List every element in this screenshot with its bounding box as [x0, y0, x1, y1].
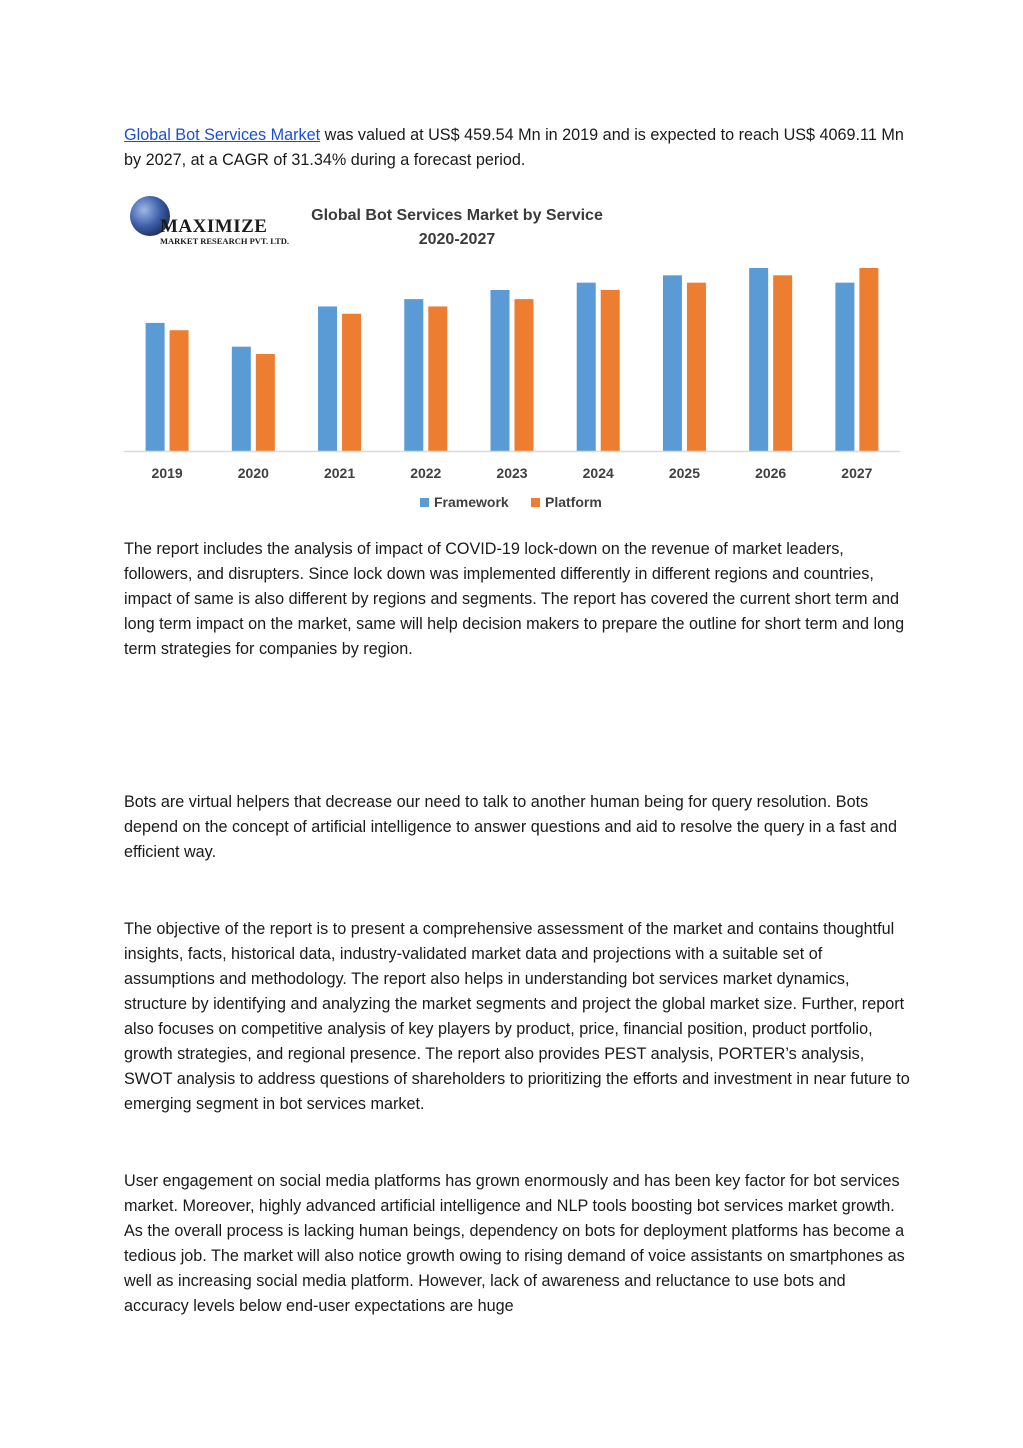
intro-paragraph-text: was valued at US$ 459.54 Mn in 2019 and is expected to reach US$ 4069.11 Mn by 2027, at a CAGR of 31.34% during a forecast period.: [124, 126, 904, 169]
bar-platform-2025: [687, 283, 706, 451]
market-report-link[interactable]: Global Bot Services Market: [124, 126, 321, 144]
bar-platform-2021: [342, 314, 361, 451]
bar-framework-2022: [404, 299, 423, 451]
chart-subtitle: 2020-2027: [418, 231, 496, 248]
covid-impact-paragraph: The report includes the analysis of impact of COVID-19 lock-down on the revenue of market leaders, followers, and disrupters. Since lock down was implemented differently in different regions and countries, impact of same is also different by regions and segments. The report has covered the current short term and long term impact on the market, same will help decision makers to prepare the outline for short term and long term strategies for companies by region.: [124, 540, 905, 658]
market-chart-figure: [124, 192, 904, 522]
x-tick-label-2027: 2027: [841, 465, 873, 481]
chart-title: Global Bot Services Market by Service: [311, 207, 603, 224]
bar-framework-2023: [491, 290, 510, 451]
bar-platform-2022: [428, 306, 447, 451]
x-tick-label-2025: 2025: [668, 465, 701, 481]
company-logo: [128, 194, 288, 250]
market-drivers-paragraph: User engagement on social media platforms has grown enormously and has been key factor for bot services market. Moreover, highly advanced artificial intelligence and NLP tools boosting bot services market growth. As the overall process is lacking human beings, dependency on bots for deployment platforms has become a tedious job. The market will also notice growth owing to rising demand of voice assistants on smartphones as well as increasing social media platform. However, lack of awareness and reluctance to use bots and accuracy levels below end-user expectations are huge: [124, 1172, 905, 1315]
intro-paragraph: [124, 123, 914, 173]
bar-platform-2019: [170, 330, 189, 451]
bar-platform-2023: [515, 299, 534, 451]
logo-subtitle: MARKET RESEARCH PVT. LTD.: [160, 236, 290, 246]
legend-swatch-framework: [420, 498, 429, 507]
bots-definition-paragraph: Bots are virtual helpers that decrease our need to talk to another human being for query resolution. Bots depend on the concept of artificial intelligence to answer questions and aid to resolve the query in a fast and efficient way.: [124, 793, 898, 861]
report-objective-paragraph: The objective of the report is to present a comprehensive assessment of the market and contains thoughtful insights, facts, historical data, industry-validated market data and projections with a suitable set of assumptions and methodology. The report also helps in understanding bot services market dynamics, structure by identifying and analyzing the market segments and project the global market size. Further, report also focuses on competitive analysis of key players by product, price, financial position, product portfolio, growth strategies, and regional presence. The report also provides PEST analysis, PORTER’s analysis, SWOT analysis to address questions of shareholders to prioritizing the efforts and investment in near future to emerging segment in bot services market.: [124, 920, 910, 1113]
bar-platform-2026: [773, 275, 792, 451]
bar-platform-2020: [256, 354, 275, 451]
x-tick-label-2024: 2024: [582, 465, 614, 481]
x-tick-label-2022: 2022: [410, 465, 442, 481]
x-tick-label-2020: 2020: [237, 465, 269, 481]
x-tick-label-2023: 2023: [496, 465, 528, 481]
legend-label-framework: Framework: [434, 494, 509, 510]
x-tick-label-2019: 2019: [151, 465, 183, 481]
bar-framework-2019: [146, 323, 165, 451]
bar-framework-2027: [835, 283, 854, 451]
x-tick-label-2021: 2021: [323, 465, 356, 481]
bar-framework-2024: [577, 283, 596, 451]
bar-framework-2020: [232, 347, 251, 451]
bar-platform-2027: [859, 268, 878, 451]
x-tick-label-2026: 2026: [755, 465, 787, 481]
bar-framework-2025: [663, 275, 682, 451]
bar-framework-2026: [749, 268, 768, 451]
legend-swatch-platform: [531, 498, 540, 507]
logo-title: MAXIMIZE: [160, 216, 268, 237]
bar-framework-2021: [318, 306, 337, 451]
legend-label-platform: Platform: [545, 494, 602, 510]
bar-platform-2024: [601, 290, 620, 451]
